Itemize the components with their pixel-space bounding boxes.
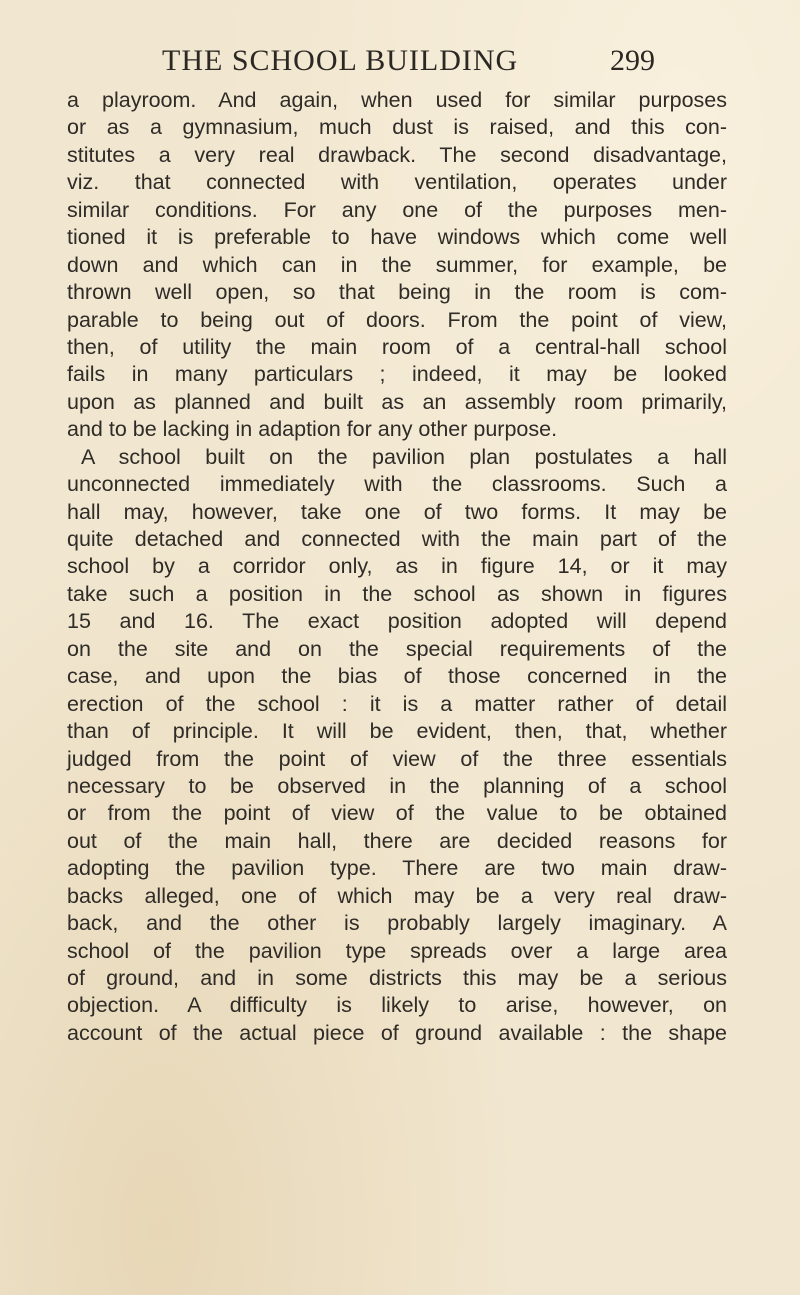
text-line: parable to being out of doors. From the point of view, <box>67 307 727 332</box>
page-number: 299 <box>610 44 655 77</box>
text-line: A school built on the pavilion plan postulates a hall <box>81 444 727 469</box>
text-line: stitutes a very real drawback. The second disadvantage, <box>67 142 727 167</box>
text-line: quite detached and connected with the main part of the <box>67 527 727 551</box>
text-line: of ground, and in some districts this may be a serious <box>67 966 727 990</box>
text-line: backs alleged, one of which may be a very real draw- <box>67 883 727 908</box>
text-line: adopting the pavilion type. There are two main draw- <box>67 856 727 881</box>
text-line: take such a position in the school as shown in figures <box>67 581 727 606</box>
running-head <box>0 44 800 84</box>
text-line: than of principle. It will be evident, then, that, whether <box>67 719 727 744</box>
text-line: necessary to be observed in the planning of a school <box>67 773 727 798</box>
text-line: out of the main hall, there are decided reasons for <box>67 828 727 853</box>
text-line: erection of the school : it is a matter rather of detail <box>67 691 727 716</box>
text-line: judged from the point of view of the three essentials <box>67 746 727 771</box>
text-line: upon as planned and built as an assembly room primarily, <box>67 389 727 414</box>
text-line: hall may, however, take one of two forms. It may be <box>67 499 727 524</box>
text-line: down and which can in the summer, for example, be <box>67 252 727 277</box>
text-line: back, and the other is probably largely imaginary. A <box>67 911 727 936</box>
body-text <box>67 87 727 1047</box>
text-line: school by a corridor only, as in figure 14, or it may <box>67 554 727 579</box>
text-line: account of the actual piece of ground available : the shape <box>67 1020 727 1045</box>
text-line: then, of utility the main room of a central-hall school <box>67 334 727 359</box>
text-line: objection. A difficulty is likely to arise, however, on <box>67 993 727 1018</box>
text-line: thrown well open, so that being in the room is com- <box>67 280 727 305</box>
paragraph-2 <box>67 444 727 1048</box>
text-line: a playroom. And again, when used for similar purposes <box>67 88 727 112</box>
text-line: on the site and on the special requirements of the <box>67 636 727 661</box>
text-line: unconnected immediately with the classrooms. Such a <box>67 472 727 497</box>
text-line: similar conditions. For any one of the purposes men- <box>67 197 727 222</box>
text-line: tioned it is preferable to have windows which come well <box>67 225 727 250</box>
text-line: 15 and 16. The exact position adopted will depend <box>67 609 727 634</box>
text-line: case, and upon the bias of those concerned in the <box>67 664 727 689</box>
text-line: or as a gymnasium, much dust is raised, and this con- <box>67 115 727 140</box>
text-line: or from the point of view of the value to be obtained <box>67 801 727 826</box>
paragraph-1 <box>67 87 727 444</box>
text-line: school of the pavilion type spreads over a large area <box>67 938 727 963</box>
text-line: viz. that connected with ventilation, operates under <box>67 170 727 195</box>
text-line: fails in many particulars ; indeed, it may be looked <box>67 362 727 387</box>
running-title: THE SCHOOL BUILDING <box>162 44 519 77</box>
text-line: and to be lacking in adaption for any other purpose. <box>67 417 558 442</box>
